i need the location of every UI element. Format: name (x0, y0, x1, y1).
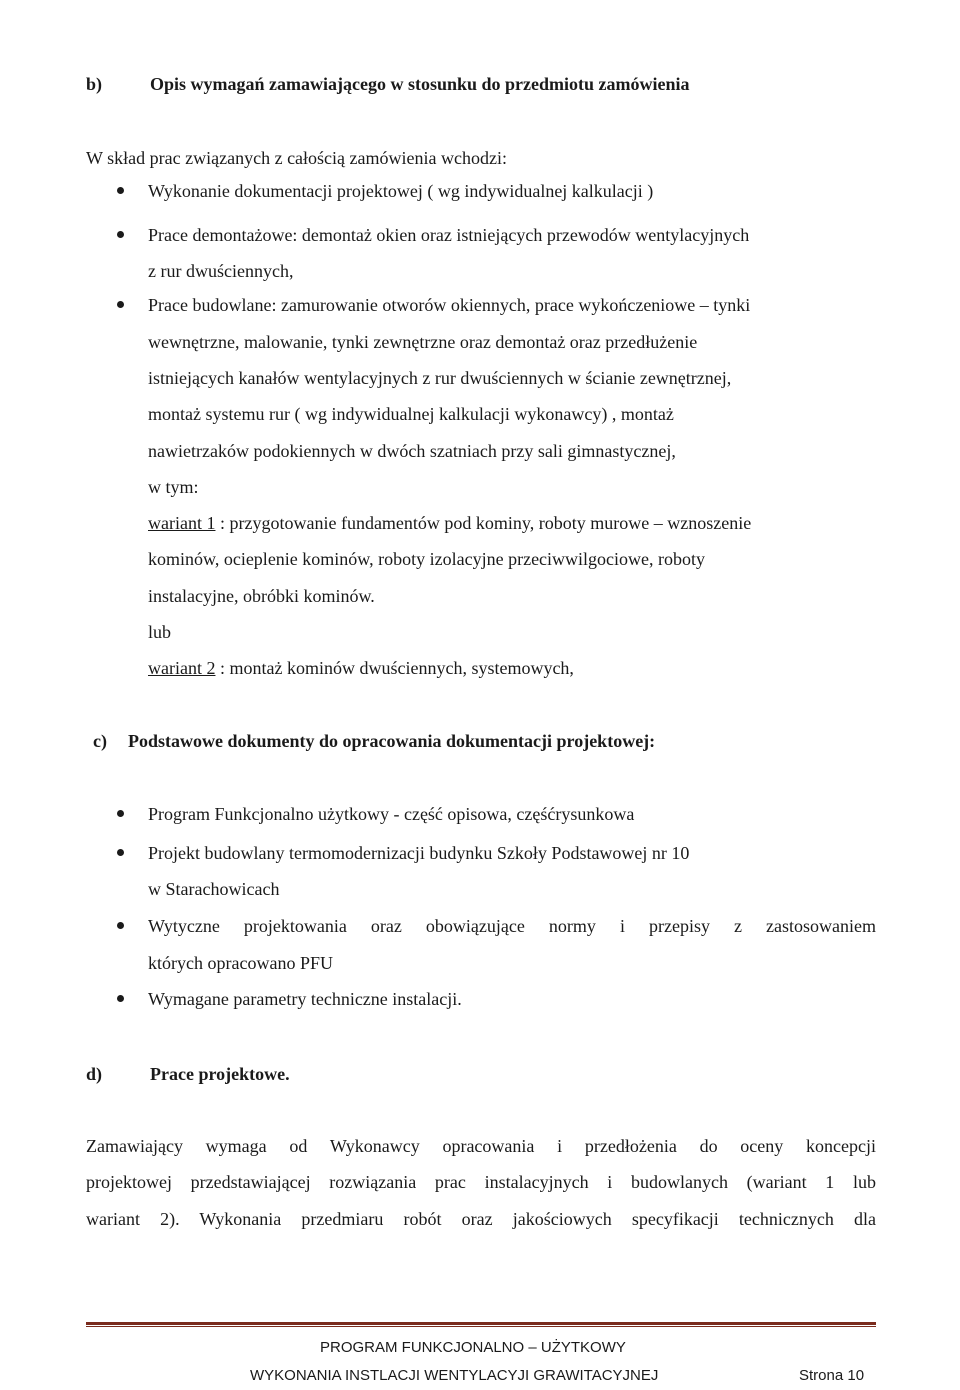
wariant2-line (148, 657, 574, 679)
list-item-continuation: istniejących kanałów wentylacyjnych z rur dwuściennych w ścianie zewnętrznej, (148, 368, 732, 388)
list-item-continuation: nawietrzaków podokiennych w dwóch szatniach przy sali gimnastycznej, (148, 441, 676, 461)
section-b-letter: b) (86, 74, 103, 94)
section-d-heading: Prace projektowe. (150, 1064, 290, 1084)
paragraph-line: projektowej przedstawiającej rozwiązania prac instalacyjnych i budowlanych (wariant 1 lub (86, 1172, 876, 1192)
section-b-intro: W skład prac związanych z całością zamówienia wchodzi: (86, 148, 507, 168)
list-item: Prace budowlane: zamurowanie otworów okiennych, prace wykończeniowe – tynki (148, 295, 751, 315)
list-item-continuation: w Starachowicach (148, 879, 280, 899)
section-b-heading: Opis wymagań zamawiającego w stosunku do przedmiotu zamówienia (150, 74, 690, 94)
bullet-dot (117, 922, 124, 929)
bullet-dot (117, 301, 124, 308)
lub-label: lub (148, 622, 172, 642)
wariant2-text: : montaż kominów dwuściennych, systemowych, (215, 658, 574, 678)
wariant1-continuation: kominów, ocieplenie kominów, roboty izolacyjne przeciwwilgociowe, roboty (148, 549, 706, 569)
list-item: Prace demontażowe: demontaż okien oraz istniejących przewodów wentylacyjnych (148, 225, 750, 245)
wariant1-line (148, 512, 751, 534)
list-item: Projekt budowlany termomodernizacji budynku Szkoły Podstawowej nr 10 (148, 843, 690, 863)
bullet-dot (117, 849, 124, 856)
paragraph-line: wariant 2). Wykonania przedmiaru robót oraz jakościowych specyfikacji technicznych dla (86, 1209, 876, 1229)
wariant2-label: wariant 2 (148, 658, 216, 678)
footer-rule-thick (86, 1322, 876, 1325)
list-item-continuation: montaż systemu rur ( wg indywidualnej kalkulacji wykonawcy) , montaż (148, 404, 674, 424)
footer-subtitle: WYKONANIA INSTLACJI WENTYLACYJI GRAWITACYJNEJ (250, 1367, 659, 1384)
bullet-dot (117, 187, 124, 194)
bullet-dot (117, 231, 124, 238)
list-item: Wytyczne projektowania oraz obowiązujące normy i przepisy z zastosowaniem (148, 916, 876, 936)
list-item: Program Funkcjonalno użytkowy - część opisowa, częśćrysunkowa (148, 804, 635, 824)
wariant1-label: wariant 1 (148, 513, 216, 533)
list-item-continuation: wewnętrzne, malowanie, tynki zewnętrzne oraz demontaż oraz przedłużenie (148, 332, 698, 352)
paragraph-line: Zamawiający wymaga od Wykonawcy opracowania i przedłożenia do oceny koncepcji (86, 1136, 876, 1156)
bullet-dot (117, 810, 124, 817)
w-tym-label: w tym: (148, 477, 199, 497)
section-c-letter: c) (93, 731, 107, 751)
wariant1-continuation: instalacyjne, obróbki kominów. (148, 586, 375, 606)
list-item: Wykonanie dokumentacji projektowej ( wg indywidualnej kalkulacji ) (148, 181, 654, 201)
page-number: Strona 10 (799, 1367, 865, 1384)
wariant1-text: : przygotowanie fundamentów pod kominy, roboty murowe – wznoszenie (215, 513, 752, 533)
section-c-heading: Podstawowe dokumenty do opracowania dokumentacji projektowej: (128, 731, 656, 751)
list-item: Wymagane parametry techniczne instalacji. (148, 989, 462, 1009)
list-item-continuation: których opracowano PFU (148, 953, 333, 973)
footer-rule-thin (86, 1326, 876, 1327)
footer-title: PROGRAM FUNKCJONALNO – UŻYTKOWY (320, 1339, 626, 1356)
list-item-continuation: z rur dwuściennych, (148, 261, 294, 281)
section-d-letter: d) (86, 1064, 103, 1084)
bullet-dot (117, 995, 124, 1002)
